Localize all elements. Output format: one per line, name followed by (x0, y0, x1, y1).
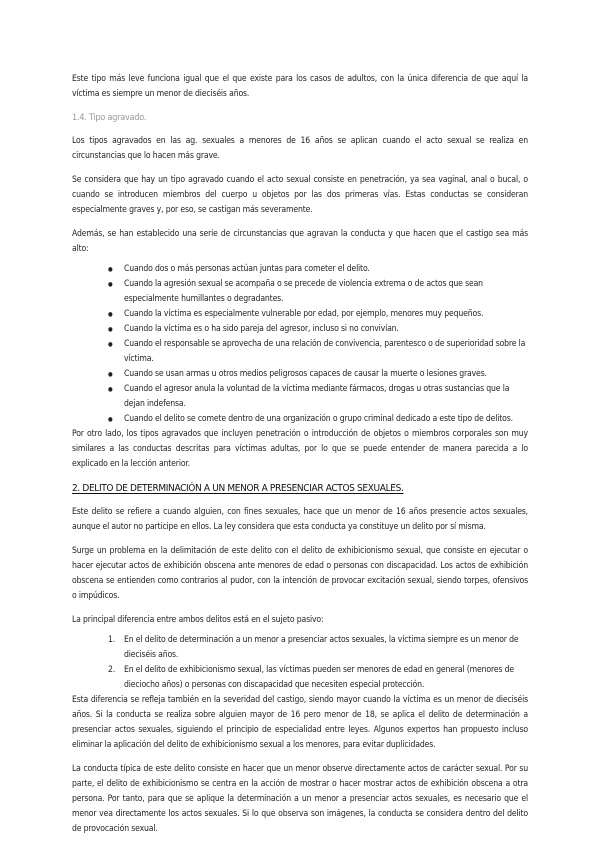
section-title-delito-determinacion: 2. DELITO DE DETERMINACIÓN A UN MENOR A PRESENCIAR ACTOS SEXUALES. (72, 483, 404, 494)
differences-list (72, 633, 528, 693)
paragraph: Además, se han establecido una serie de circunstancias que agravan la conducta y que hacen que el castigo sea más alto: (72, 229, 528, 254)
paragraph: La principal diferencia entre ambos delitos está en el sujeto pasivo: (72, 615, 324, 625)
list-item-text: En el delito de exhibicionismo sexual, las víctimas pueden ser menores de edad en general (menores de dieciocho años) o personas con discapacidad que necesiten especial protección. (124, 665, 514, 690)
aggravating-circumstances-list (72, 262, 528, 427)
intro-paragraph: Este tipo más leve funciona igual que el que existe para los casos de adultos, con la única diferencia de que aquí la víctima es siempre un menor de dieciséis años. (72, 74, 528, 99)
list-item: ● Cuando el responsable se aprovecha de una relación de convivencia, parentesco o de superioridad sobre la víctima. (72, 337, 528, 367)
list-number: 2. (108, 665, 116, 675)
list-item: ● Cuando la agresión sexual se acompaña o se precede de violencia extrema o de actos que sean especialmente humillantes o degradantes. (72, 277, 528, 307)
paragraph: Se considera que hay un tipo agravado cuando el acto sexual consiste en penetración, ya sea vaginal, anal o bucal, o cuando se introducen miembros del cuerpo u objetos por las dos primeras vías. Estas conductas se consideran especialmente graves y, por eso, se castigan más severamente. (72, 175, 528, 215)
list-item: ● Cuando el delito se comete dentro de una organización o grupo criminal dedicado a este tipo de delitos. (72, 412, 528, 427)
paragraph: Esta diferencia se refleja también en la severidad del castigo, siendo mayor cuando la víctima es un menor de dieciséis años. Si la conducta se realiza sobre alguien mayor de 16 pero menor de 18, se aplica el delito de determinación a presenciar actos sexuales, siguiendo el principio de especialidad entre leyes. Algunos expertos han propuesto incluso eliminar la aplicación del delito de exhibicionismo sexual a los menores, para evitar duplicidades. (72, 695, 528, 750)
list-item (72, 663, 528, 693)
list-item: ● Cuando se usan armas u otros medios peligrosos capaces de causar la muerte o lesiones graves. (72, 367, 528, 382)
document-page (72, 0, 528, 837)
paragraph: Por otro lado, los tipos agravados que incluyen penetración o introducción de objetos o miembros corporales son muy similares a las conductas descritas para víctimas adultas, por lo que se puede entender de manera parecida a lo explicado en la lección anterior. (72, 429, 528, 469)
list-item (72, 633, 528, 663)
paragraph: Surge un problema en la delimitación de este delito con el delito de exhibicionismo sexual, que consiste en ejecutar o hacer ejecutar actos de exhibición obscena ante menores de edad o personas con discapacidad. Los actos de exhibición obscena se entienden como contrarios al pudor, con la intención de provocar excitación sexual, siendo torpes, ofensivos o impúdicos. (72, 546, 528, 601)
paragraph: Los tipos agravados en las ag. sexuales a menores de 16 años se aplican cuando el acto sexual se realiza en circunstancias que lo hacen más grave. (72, 136, 528, 161)
paragraph: Este delito se refiere a cuando alguien, con fines sexuales, hace que un menor de 16 años presencie actos sexuales, aunque el autor no participe en ellos. La ley considera que esta conducta ya constituye un delito por sí misma. (72, 507, 528, 532)
list-number: 1. (108, 635, 116, 645)
section-title-tipo-agravado: 1.4. Tipo agravado. (72, 112, 147, 123)
paragraph: La conducta típica de este delito consiste en hacer que un menor observe directamente actos de carácter sexual. Por su parte, el delito de exhibicionismo se centra en la acción de mostrar o hacer mostrar actos de exhibición obscena a otra persona. Por tanto, para que se aplique la determinación a un menor a presenciar actos sexuales, es necesario que el menor vea directamente los actos sexuales. Si lo que observa son imágenes, la conducta se considera dentro del delito de provocación sexual. (72, 764, 528, 834)
list-item: ● Cuando dos o más personas actúan juntas para cometer el delito. (72, 262, 528, 277)
list-item: ● Cuando la víctima es especialmente vulnerable por edad, por ejemplo, menores muy pequeños. (72, 307, 528, 322)
list-item: ● Cuando la víctima es o ha sido pareja del agresor, incluso si no convivían. (72, 322, 528, 337)
list-item-text: En el delito de determinación a un menor a presenciar actos sexuales, la víctima siempre es un menor de dieciséis años. (124, 635, 519, 660)
list-item: ● Cuando el agresor anula la voluntad de la víctima mediante fármacos, drogas u otras sustancias que la dejan indefensa. (72, 382, 528, 412)
